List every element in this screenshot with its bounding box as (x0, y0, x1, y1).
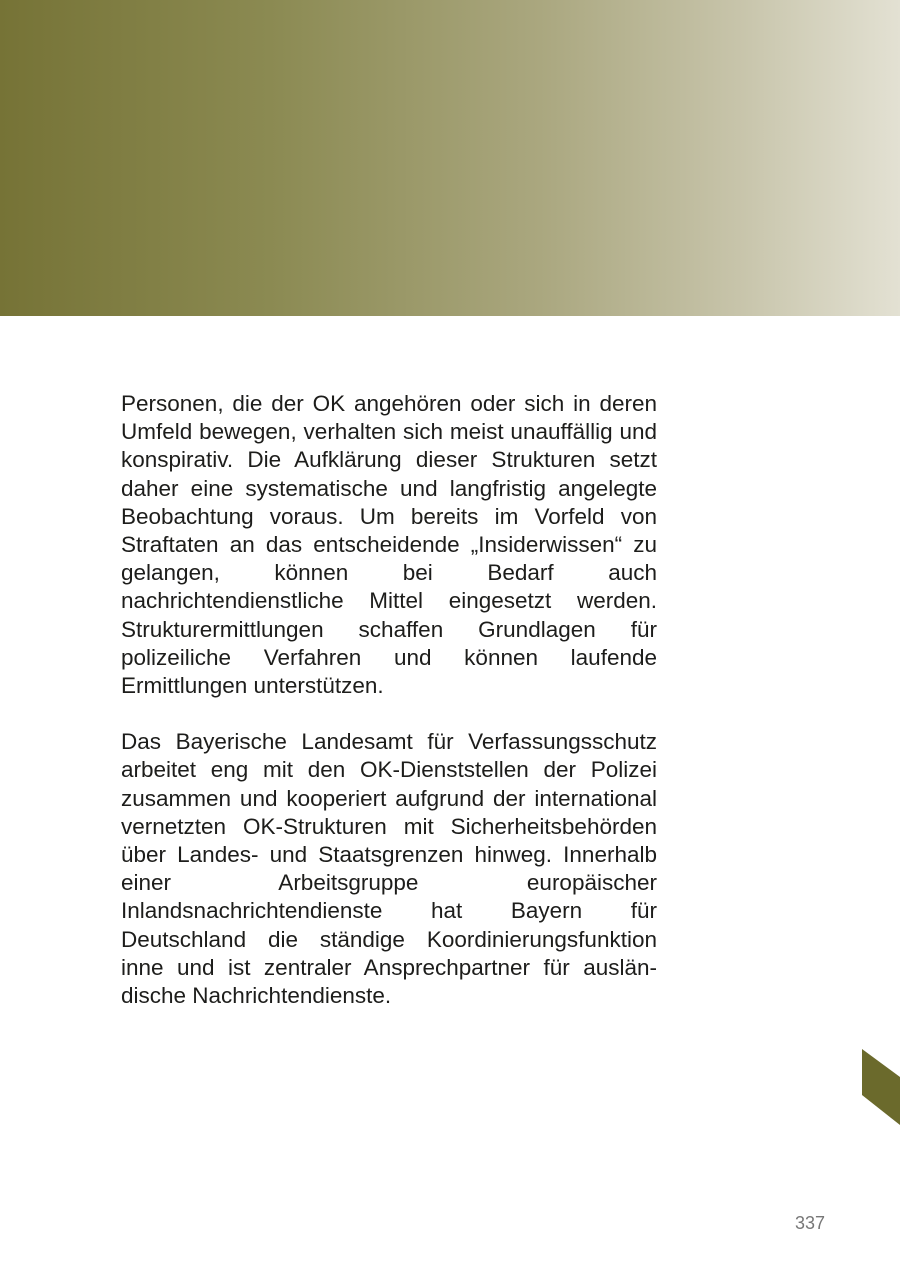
page-tab-marker (862, 1049, 900, 1125)
paragraph-1: Personen, die der OK angehören oder sich in deren Umfeld bewegen, verhalten sich meist unauffällig und konspirativ. Die Aufklärung dieser Strukturen setzt daher eine systematische und langfristig angelegte Beobachtung voraus. Um bereits im Vorfeld von Straftaten an das entscheidende „Insiderwissen“ zu gelangen, können bei Bedarf auch nachrichtendienstliche Mittel eingesetzt werden. Strukturermittlungen schaffen Grundlagen für polizeiliche Verfahren und können laufende Ermittlungen unterstützen. (121, 391, 657, 699)
header-gradient-band (0, 0, 900, 316)
body-text (121, 390, 657, 1010)
page-number: 337 (794, 1213, 825, 1233)
paragraph-2: Das Bayerische Landesamt für Verfassungsschutz arbeitet eng mit den OK-Dienststellen der Polizei zusammen und kooperiert aufgrund der international vernetzten OK-Strukturen mit Sicherheitsbehörden über Landes- und Staatsgrenzen hinweg. Innerhalb einer Arbeitsgruppe europäischer Inlandsnachrichtendienste hat Bayern für Deutschland die ständige Koordinierungsfunktion inne und ist zentraler Ansprechpartner für ausländische Nachrichtendienste. (121, 729, 657, 1009)
